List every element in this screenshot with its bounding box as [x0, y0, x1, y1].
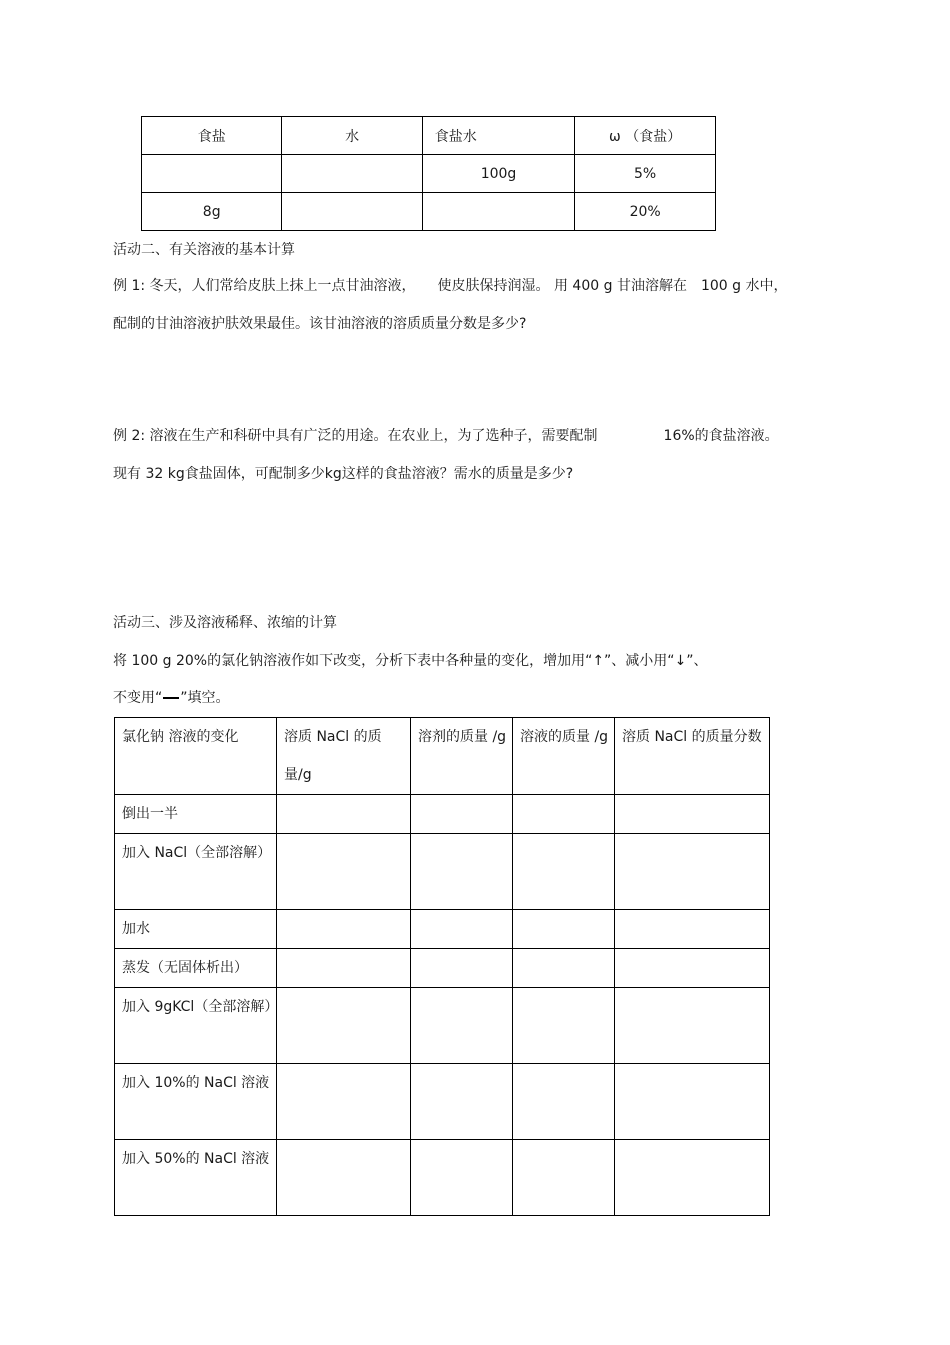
row-label: 加入 50%的 NaCl 溶液: [115, 1140, 277, 1216]
table-cell: [513, 834, 615, 910]
table-row: [115, 1064, 770, 1140]
table-cell: [422, 193, 575, 231]
table-cell: [411, 910, 513, 949]
header-mass-fraction: ω （食盐）: [575, 117, 716, 155]
table-cell: [282, 193, 422, 231]
table-cell: [513, 910, 615, 949]
row-label: 蒸发（无固体析出）: [115, 949, 277, 988]
table-header-row: [142, 117, 716, 155]
table-cell: [411, 1064, 513, 1140]
table-cell: [513, 795, 615, 834]
header-water: 水: [282, 117, 422, 155]
table-cell: [615, 1140, 770, 1216]
table-cell: 100g: [422, 155, 575, 193]
table-cell: [411, 949, 513, 988]
intro-text-b: ”填空。: [180, 690, 230, 706]
table-cell: [277, 834, 411, 910]
example1-text-a: 例 1: 冬天，人们常给皮肤上抹上一点甘油溶液，: [113, 278, 416, 294]
table-row: [142, 155, 716, 193]
row-label: 加入 9gKCl（全部溶解）: [115, 988, 277, 1064]
activity3-heading: 活动三、涉及溶液稀释、浓缩的计算: [113, 615, 337, 631]
example2-text-b: 16%的食盐溶液。: [663, 428, 779, 444]
table-cell: [615, 910, 770, 949]
table-cell: [411, 834, 513, 910]
row-label: 加入 10%的 NaCl 溶液: [115, 1064, 277, 1140]
table-cell: [277, 949, 411, 988]
activity2-heading: 活动二、有关溶液的基本计算: [113, 242, 295, 258]
example2-text-a: 例 2: 溶液在生产和科研中具有广泛的用途。在农业上，为了选种子，需要配制: [113, 428, 598, 444]
table-cell: [615, 834, 770, 910]
header-mass-fraction: 溶质 NaCl 的质量分数: [615, 718, 770, 795]
header-salt: 食盐: [142, 117, 282, 155]
table-cell: [615, 795, 770, 834]
table-cell: [142, 155, 282, 193]
table-row: [115, 910, 770, 949]
table-cell: [513, 1140, 615, 1216]
table-cell: 20%: [575, 193, 716, 231]
table-cell: [277, 1064, 411, 1140]
header-solution-mass: 溶液的质量 /g: [513, 718, 615, 795]
example2-line1: [113, 426, 779, 446]
example1-text-b: 使皮肤保持润湿。 用 400 g 甘油溶解在: [437, 278, 687, 294]
table-cell: [282, 155, 422, 193]
dash-symbol: [163, 697, 179, 699]
table-row: [115, 834, 770, 910]
row-label: 加入 NaCl（全部溶解）: [115, 834, 277, 910]
header-saltwater: 食盐水: [422, 117, 575, 155]
header-solvent-mass: 溶剂的质量 /g: [411, 718, 513, 795]
example1-line2: 配制的甘油溶液护肤效果最佳。该甘油溶液的溶质质量分数是多少?: [113, 316, 527, 332]
example2-line2: 现有 32 kg食盐固体，可配制多少kg这样的食盐溶液？需水的质量是多少?: [113, 466, 574, 482]
table-row: [115, 1140, 770, 1216]
table-cell: [277, 795, 411, 834]
header-solute-mass: 溶质 NaCl 的质量/g: [277, 718, 411, 795]
table-cell: [513, 949, 615, 988]
table-cell: [411, 1140, 513, 1216]
example1-text-c: 100 g 水中，: [700, 278, 788, 294]
intro-text-a: 不变用“: [113, 690, 163, 706]
table-cell: 8g: [142, 193, 282, 231]
table-cell: [513, 1064, 615, 1140]
activity3-intro-line2: [113, 688, 230, 708]
example1-line1: [113, 276, 787, 296]
table-cell: [277, 1140, 411, 1216]
table-cell: [411, 988, 513, 1064]
table-row: [115, 795, 770, 834]
table-cell: [411, 795, 513, 834]
table-cell: [615, 949, 770, 988]
table-cell: [513, 988, 615, 1064]
table-cell: [615, 1064, 770, 1140]
nacl-change-table: [114, 717, 770, 1216]
table-cell: [277, 910, 411, 949]
row-label: 加水: [115, 910, 277, 949]
salt-solution-table: [141, 116, 716, 231]
table-cell: [277, 988, 411, 1064]
table-row: [142, 193, 716, 231]
header-change: 氯化钠 溶液的变化: [115, 718, 277, 795]
table-cell: 5%: [575, 155, 716, 193]
table-cell: [615, 988, 770, 1064]
row-label: 倒出一半: [115, 795, 277, 834]
table-header-row: [115, 718, 770, 795]
table-row: [115, 988, 770, 1064]
activity3-intro-line1: 将 100 g 20%的氯化钠溶液作如下改变，分析下表中各种量的变化，增加用“↑”、减小用“↓”、: [113, 653, 708, 669]
table-row: [115, 949, 770, 988]
